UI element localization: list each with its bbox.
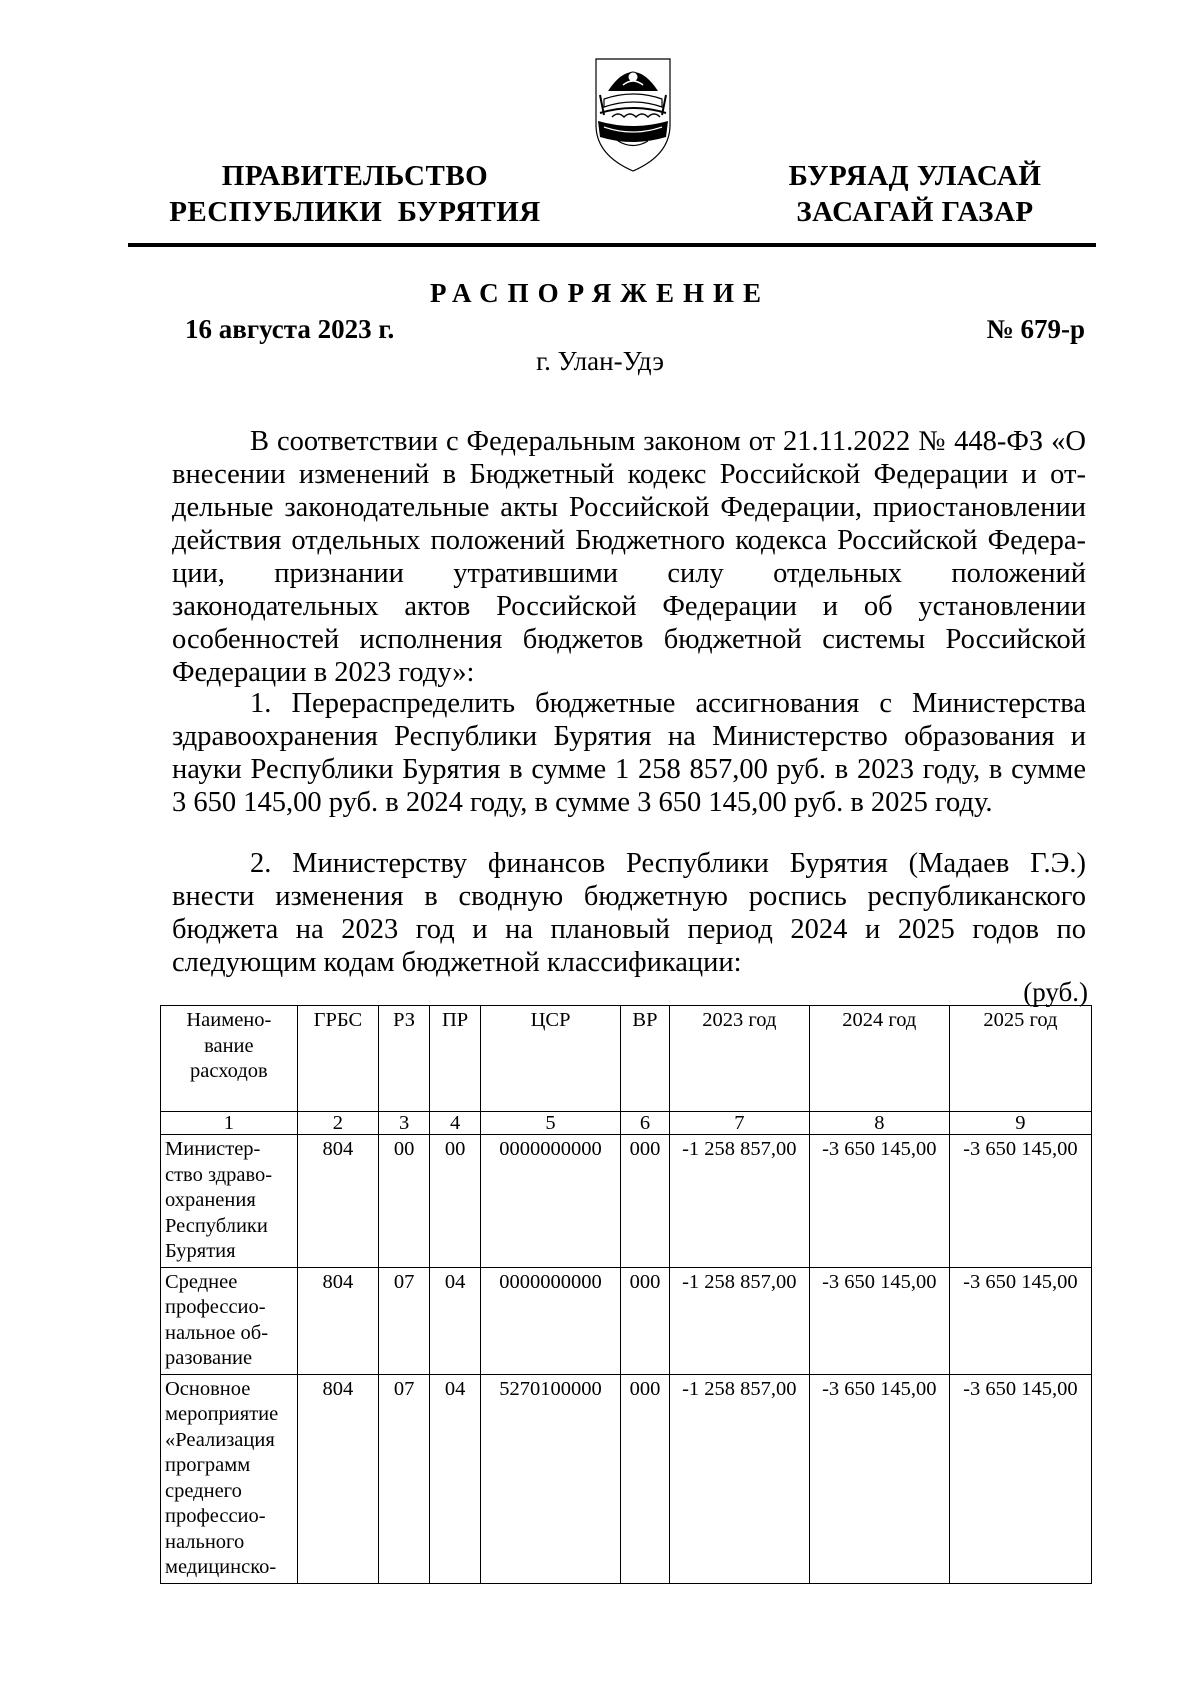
preamble-paragraph: В соответствии с Федеральным законом от 21.11.2022 № 448-ФЗ «О внесении изменений в Бюджетный кодекс Российской Федерации и отдельные законодательные акты Российской Федерации, приостановлении действия отдельных положений Бюджетного кодекса Российской Федерации, признании утратившими силу отдельных положений законодательных актов Российской Федерации и об установлении особенностей исполнения бюджетов бюджетной системы Российской Федерации в 2023 году»: xyxy=(172,426,1086,688)
column-number-cell: 5 xyxy=(481,1112,621,1135)
header-cell-name: Наимено- вание расходов xyxy=(161,1006,298,1112)
clause-1-paragraph: 1. Перераспределить бюджетные ассигнования с Министерства здравоохранения Республики Бурятия на Министерство образования и науки Республики Бурятия в сумме 1 258 857,00 руб. в 2023 году, в сумме 3 650 145,00 руб. в 2024 году, в сумме 3 650 145,00 руб. в 2025 году. xyxy=(172,688,1086,818)
clause-2-paragraph: 2. Министерству финансов Республики Бурятия (Мадаев Г.Э.) внести изменения в сводную бюджетную роспись республиканского бюджета на 2023 год и на плановый период 2024 и 2025 годов по следующим кодам бюджетной классификации: xyxy=(172,848,1086,978)
header-cell-pr: ПР xyxy=(430,1006,481,1112)
column-number-cell: 8 xyxy=(809,1112,949,1135)
document-city: г. Улан-Удэ xyxy=(536,346,664,376)
grbs-cell: 804 xyxy=(297,1374,378,1583)
column-number-cell: 3 xyxy=(379,1112,430,1135)
table-row xyxy=(161,1135,1092,1268)
amount-2025-cell: -3 650 145,00 xyxy=(949,1374,1091,1583)
amount-2025-cell: -3 650 145,00 xyxy=(949,1267,1091,1374)
column-number-cell: 7 xyxy=(669,1112,809,1135)
header-divider xyxy=(128,243,1096,247)
amount-2025-cell: -3 650 145,00 xyxy=(949,1135,1091,1268)
document-date: 16 августа 2023 г. xyxy=(185,314,395,344)
header-cell-2024: 2024 год xyxy=(809,1006,949,1112)
table-row xyxy=(161,1267,1092,1374)
csr-cell: 5270100000 xyxy=(481,1374,621,1583)
amount-2023-cell: -1 258 857,00 xyxy=(669,1374,809,1583)
government-name-buryat-line2: ЗАСАГАЙ ГАЗАР xyxy=(796,196,1034,228)
rz-cell: 00 xyxy=(379,1135,430,1268)
column-number-row xyxy=(161,1112,1092,1135)
document-number: № 679-р xyxy=(986,314,1085,344)
rz-cell: 07 xyxy=(379,1267,430,1374)
rz-cell: 07 xyxy=(379,1374,430,1583)
vr-cell: 000 xyxy=(621,1267,670,1374)
table-units-label: (руб.) xyxy=(1023,977,1088,1007)
column-number-cell: 2 xyxy=(297,1112,378,1135)
coat-of-arms-emblem xyxy=(590,55,676,175)
expense-name-cell: Среднее профессио- нальное об- разование xyxy=(161,1267,298,1374)
header-cell-vr: ВР xyxy=(621,1006,670,1112)
header-cell-grbs: ГРБС xyxy=(297,1006,378,1112)
column-number-cell: 1 xyxy=(161,1112,298,1135)
header-cell-rz: РЗ xyxy=(379,1006,430,1112)
header-cell-2023: 2023 год xyxy=(669,1006,809,1112)
grbs-cell: 804 xyxy=(297,1267,378,1374)
government-name-line2: РЕСПУБЛИКИ БУРЯТИЯ xyxy=(169,196,541,228)
amount-2024-cell: -3 650 145,00 xyxy=(809,1267,949,1374)
column-number-cell: 9 xyxy=(949,1112,1091,1135)
amount-2023-cell: -1 258 857,00 xyxy=(669,1267,809,1374)
government-name-line1: ПРАВИТЕЛЬСТВО xyxy=(221,160,489,192)
vr-cell: 000 xyxy=(621,1374,670,1583)
budget-classification-table xyxy=(160,1005,1092,1584)
pr-cell: 04 xyxy=(430,1374,481,1583)
column-number-cell: 4 xyxy=(430,1112,481,1135)
expense-name-cell: Основное мероприятие «Реализация программ среднего профессио- нального медицинско- xyxy=(161,1374,298,1583)
pr-cell: 04 xyxy=(430,1267,481,1374)
vr-cell: 000 xyxy=(621,1135,670,1268)
grbs-cell: 804 xyxy=(297,1135,378,1268)
amount-2023-cell: -1 258 857,00 xyxy=(669,1135,809,1268)
header-cell-2025: 2025 год xyxy=(949,1006,1091,1112)
expense-name-cell: Министер- ство здраво- охранения Республики Бурятия xyxy=(161,1135,298,1268)
document-title: РАСПОРЯЖЕНИЕ xyxy=(429,278,771,308)
government-name-buryat-line1: БУРЯАД УЛАСАЙ xyxy=(788,160,1042,192)
amount-2024-cell: -3 650 145,00 xyxy=(809,1135,949,1268)
csr-cell: 0000000000 xyxy=(481,1135,621,1268)
csr-cell: 0000000000 xyxy=(481,1267,621,1374)
government-name-buryat xyxy=(775,158,1055,230)
column-number-cell: 6 xyxy=(621,1112,670,1135)
pr-cell: 00 xyxy=(430,1135,481,1268)
government-name-russian xyxy=(165,158,545,230)
table-header-row xyxy=(161,1006,1092,1112)
amount-2024-cell: -3 650 145,00 xyxy=(809,1374,949,1583)
header-cell-csr: ЦСР xyxy=(481,1006,621,1112)
table-row xyxy=(161,1374,1092,1583)
